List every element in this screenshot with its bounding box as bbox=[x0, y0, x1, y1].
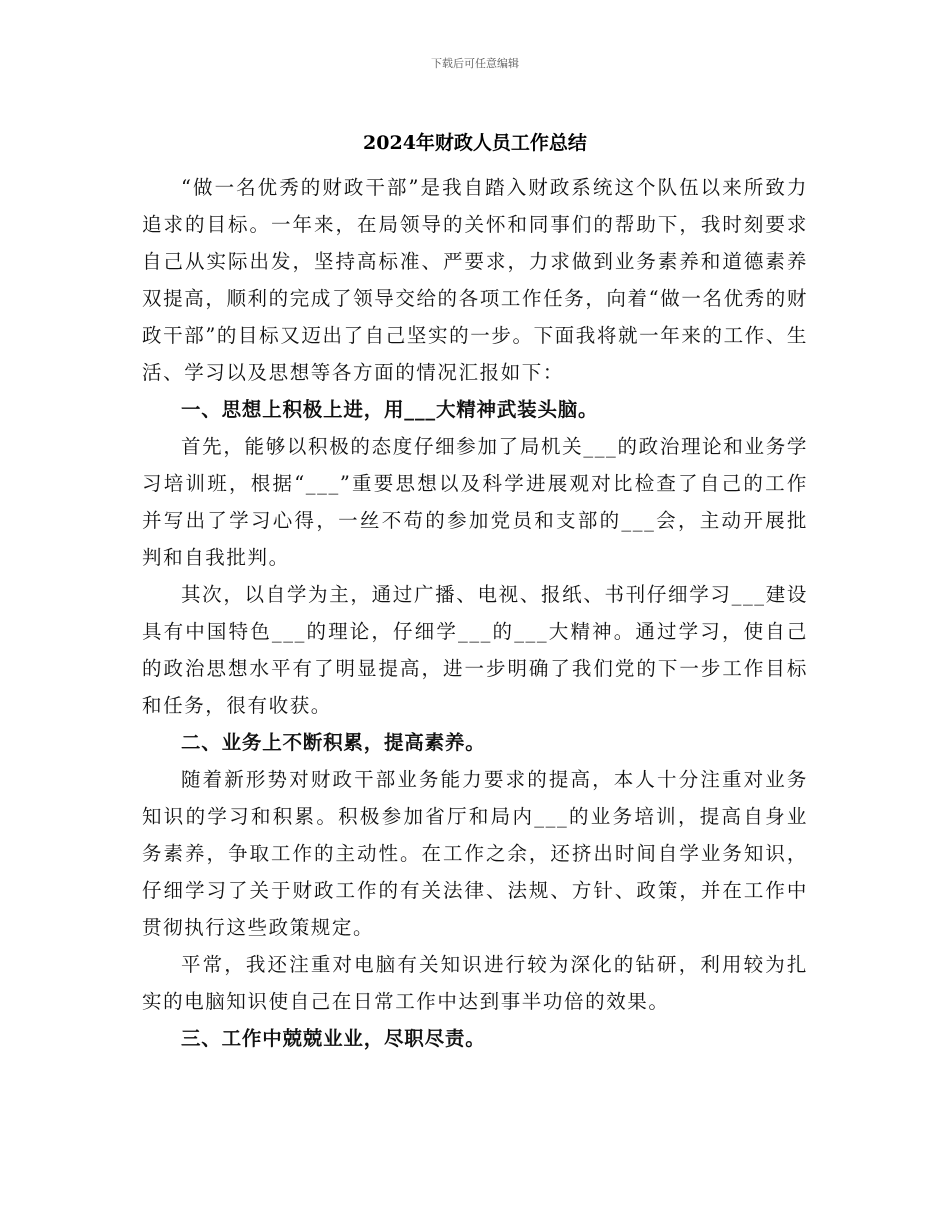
section-heading-1: 一、思想上积极上进，用___大精神武装头脑。 bbox=[181, 398, 599, 421]
paragraph-intro: “做一名优秀的财政干部”是我自踏入财政系统这个队伍以来所致力追求的目标。一年来，在局领导的关怀和同事们的帮助下，我时刻要求自己从实际出发，坚持高标准、严要求，力求做到业务素养和道德素养双提高，顺利的完成了领导交给的各项工作任务，向着“做一名优秀的财政干部”的目标又迈出了自己坚实的一步。下面我将就一年来的工作、生活、学习以及思想等各方面的情况汇报如下： bbox=[142, 176, 808, 384]
paragraph-1b: 其次，以自学为主，通过广播、电视、报纸、书刊仔细学习___建设具有中国特色___的理论，仔细学___的___大精神。通过学习，使自己的政治思想水平有了明显提高，进一步明确了我们党的下一步工作目标和任务，很有收获。 bbox=[142, 583, 808, 717]
section-heading-3: 三、工作中兢兢业业，尽职尽责。 bbox=[181, 1027, 486, 1050]
paragraph-2b: 平常，我还注重对电脑有关知识进行较为深化的钻研，利用较为扎实的电脑知识使自己在日常工作中达到事半功倍的效果。 bbox=[142, 953, 808, 1013]
header-note: 下载后可任意编辑 bbox=[431, 57, 519, 70]
document-body bbox=[142, 169, 808, 1057]
paragraph-1a: 首先，能够以积极的态度仔细参加了局机关___的政治理论和业务学习培训班，根据“___”重要思想以及科学进展观对比检查了自己的工作并写出了学习心得，一丝不苟的参加党员和支部的___会，主动开展批判和自我批判。 bbox=[142, 435, 808, 569]
section-heading-2: 二、业务上不断积累，提高素养。 bbox=[181, 731, 486, 754]
paragraph-2a: 随着新形势对财政干部业务能力要求的提高，本人十分注重对业务知识的学习和积累。积极参加省厅和局内___的业务培训，提高自身业务素养，争取工作的主动性。在工作之余，还挤出时间自学业务知识，仔细学习了关于财政工作的有关法律、法规、方针、政策，并在工作中贯彻执行这些政策规定。 bbox=[142, 768, 808, 939]
document-title: 2024年财政人员工作总结 bbox=[363, 132, 587, 154]
